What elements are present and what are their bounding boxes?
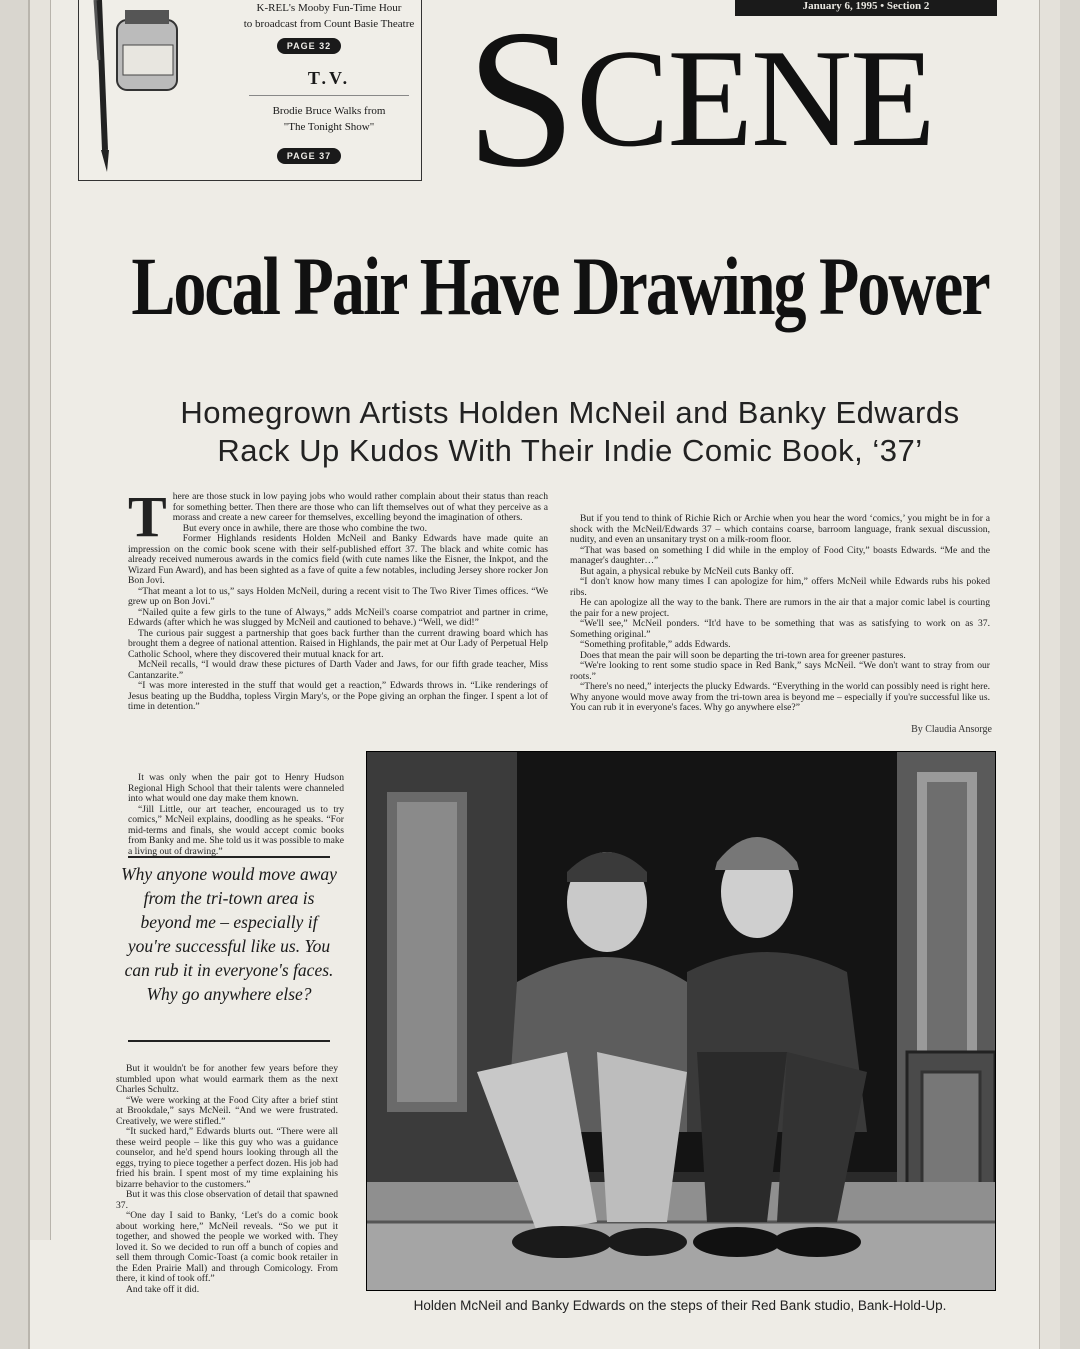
article-paragraph: “That was based on something I did while in the employ of Food City,” boasts Edwards. “Me and the manager's daughter…” — [570, 544, 990, 566]
photo-caption: Holden McNeil and Banky Edwards on the steps of their Red Bank studio, Bank-Hold-Up. — [413, 1298, 947, 1313]
article-photo — [366, 751, 996, 1291]
article-paragraph: “I don't know how many times I can apologize for him,” offers McNeil while Edwards rubs his poked ribs. — [570, 576, 990, 598]
article-paragraph: “Jill Little, our art teacher, encouraged us to try comics,” McNeil explains, doodling as he speaks. “For mid-terms and finals, she would accept comic books from Banky and me. She told us it was possible to make a living out of drawing.” — [128, 803, 344, 857]
left-page-edge — [30, 0, 51, 1240]
article-paragraph: “It sucked hard,” Edwards blurts out. “There were all these weird people – like this guy who was a guidance counselor, and he'd spend hours looking through all the eggs, trying to piece together a perfect dozen. His job had fried his brain. I spent most of my time explaining his bizarre behavior to the customers.” — [116, 1126, 338, 1190]
article-paragraph: “Something profitable,” adds Edwards. — [580, 639, 731, 650]
article-paragraph: McNeil recalls, “I would draw these pictures of Darth Vader and Jaws, for our fifth grade teacher, Miss Cantanzarite.” — [128, 659, 548, 681]
article-paragraph: “Nailed quite a few girls to the tune of Always,” adds McNeil's coarse compatriot and partner in crime, Edwards (after which he was slugged by McNeil and cautioned to behave.) “Well, we did!” — [128, 606, 548, 628]
index-item2-page-badge: PAGE 37 — [277, 148, 341, 164]
article-paragraph: But if you tend to think of Richie Rich or Archie when you hear the word ‘comics,’ you might be in for a shock with the McNeil/Edwards 37 – which contains coarse, barroom language, frank sexual discussion, nudity, and even an unsanitary tryst on a milk-room floor. — [570, 513, 990, 545]
article-paragraph: Former Highlands residents Holden McNeil and Banky Edwards have made quite an impression on the comic book scene with their self-published effort 37. The black and white comic has already received numerous awards in the comics field (with cute names like the Eisner, the Inkpot, and the Wizard Fun Award), and has been sighted as a fave of quite a few notables, including Jersey shore rocker Jon Bon Jovi. — [128, 533, 548, 586]
headline: Local Pair Have Drawing Power — [131, 241, 989, 333]
article-column-1 — [128, 484, 548, 713]
deck — [90, 394, 1050, 470]
index-item1-page-badge: PAGE 32 — [277, 38, 341, 54]
masthead — [466, 0, 1026, 208]
index-item1-line1: K-REL's Mooby Fun-Time Hour — [256, 2, 402, 14]
date-section-bar: January 6, 1995 • Section 2 — [735, 0, 997, 16]
article-paragraph: But it wouldn't be for another few years before they stumbled upon what would earmark them as the next Charles Schultz. — [116, 1063, 338, 1095]
article-paragraph: Does that mean the pair will soon be departing the tri-town area for greener pastures. — [580, 649, 906, 661]
article-paragraph: He can apologize all the way to the bank. There are rumors in the air that a major comic label is courting the pair for a new project. — [570, 597, 990, 619]
article-column-2 — [570, 514, 990, 714]
index-box — [78, 0, 422, 181]
article-paragraph: “There's no need,” interjects the plucky Edwards. “Everything in the world can possibly need is right here. Why anyone would move away from the tri-town area is beyond me – especially if you're successful like us. You can rub it in everyone's faces. Why go anywhere else?” — [570, 681, 990, 713]
ink-pen-icon — [85, 0, 185, 178]
index-divider — [249, 95, 409, 96]
byline: By Claudia Ansorge — [911, 724, 992, 735]
pull-quote: Why anyone would move away from the tri-town area is beyond me – especially if you're successful like us. You can rub it in everyone's faces. Why go anywhere else? — [121, 864, 337, 1004]
index-item2-line2: "The Tonight Show" — [283, 121, 375, 133]
deck-line-1: Homegrown Artists Holden McNeil and Banky Edwards — [180, 395, 960, 430]
article-paragraph: “We're looking to rent some studio space in Red Bank,” says McNeil. “We don't want to stray from our roots.” — [570, 660, 990, 682]
article-paragraph: The curious pair suggest a partnership that goes back further than the current drawing board which has brought them a degree of national attention. Raised in Highlands, the pair met at Our Lady of Perpetual Help Catholic School, where they discovered their mutual knack for art. — [128, 627, 548, 660]
masthead-first-letter: S — [466, 0, 577, 208]
article-paragraph: “That meant a lot to us,” says Holden McNeil, during a recent visit to The Two River Times offices. “We grew up on Bon Jovi.” — [128, 585, 548, 607]
right-page-edge — [1039, 0, 1060, 1349]
article-paragraph: “We were working at the Food City after a brief stint at Brookdale,” says McNeil. “And we were frustrated. Creatively, we were stifled.” — [116, 1094, 338, 1127]
article-paragraph: And take off it did. — [126, 1283, 200, 1295]
article-column-1-continued — [128, 773, 344, 857]
masthead-rest: CENE — [576, 21, 934, 176]
article-paragraph: But again, a physical rebuke by McNeil cuts Banky off. — [580, 565, 794, 577]
deck-line-2: Rack Up Kudos With Their Indie Comic Book, ‘37’ — [217, 433, 923, 468]
article-paragraph: “We'll see,” McNeil ponders. “It'd have to be something that was as satisfying to work on as 37. Something original.” — [570, 618, 990, 640]
index-item2-line1: Brodie Bruce Walks from — [272, 105, 386, 117]
pullquote-bottom-rule — [128, 1040, 330, 1042]
pullquote-top-rule — [128, 856, 330, 858]
photo-illustration — [367, 752, 995, 1290]
article-paragraph: “I was more interested in the stuff that would get a reaction,” Edwards throws in. “Like renderings of Jesus beating up the Buddha, topless Virgin Mary's, or the Pope giving an orphan the finger. I spent a lot of time in detention.” — [128, 680, 548, 712]
index-section-tv: T.V. — [307, 68, 351, 88]
article-column-3 — [116, 1064, 338, 1295]
article-paragraph: It was only when the pair got to Henry Hudson Regional High School that their talents were channeled into what would one day make them known. — [128, 772, 344, 804]
article-paragraph: But every once in awhile, there are those who combine the two. — [182, 522, 427, 534]
article-paragraph: here are those stuck in low paying jobs who would rather complain about their status than reach for something better. Then there are those who can lift themselves out of what they perceive as a morass and create a new career for themselves, excelling beyond the imagination of others. — [172, 491, 548, 523]
article-paragraph: “One day I said to Banky, ‘Let's do a comic book about working here,” McNeil reveals. “So we put it together, and showed the people we worked with. They loved it. So we decided to run off a bunch of copies and sell them through Comic-Toast (a comic book retailer in the Eden Prairie Mall) and through Comicology. From there, it kind of took off.” — [116, 1210, 338, 1284]
article-paragraph: But it was this close observation of detail that spawned 37. — [116, 1189, 338, 1211]
drop-cap: T — [128, 484, 167, 549]
index-item1-line2: to broadcast from Count Basie Theatre — [243, 18, 415, 30]
